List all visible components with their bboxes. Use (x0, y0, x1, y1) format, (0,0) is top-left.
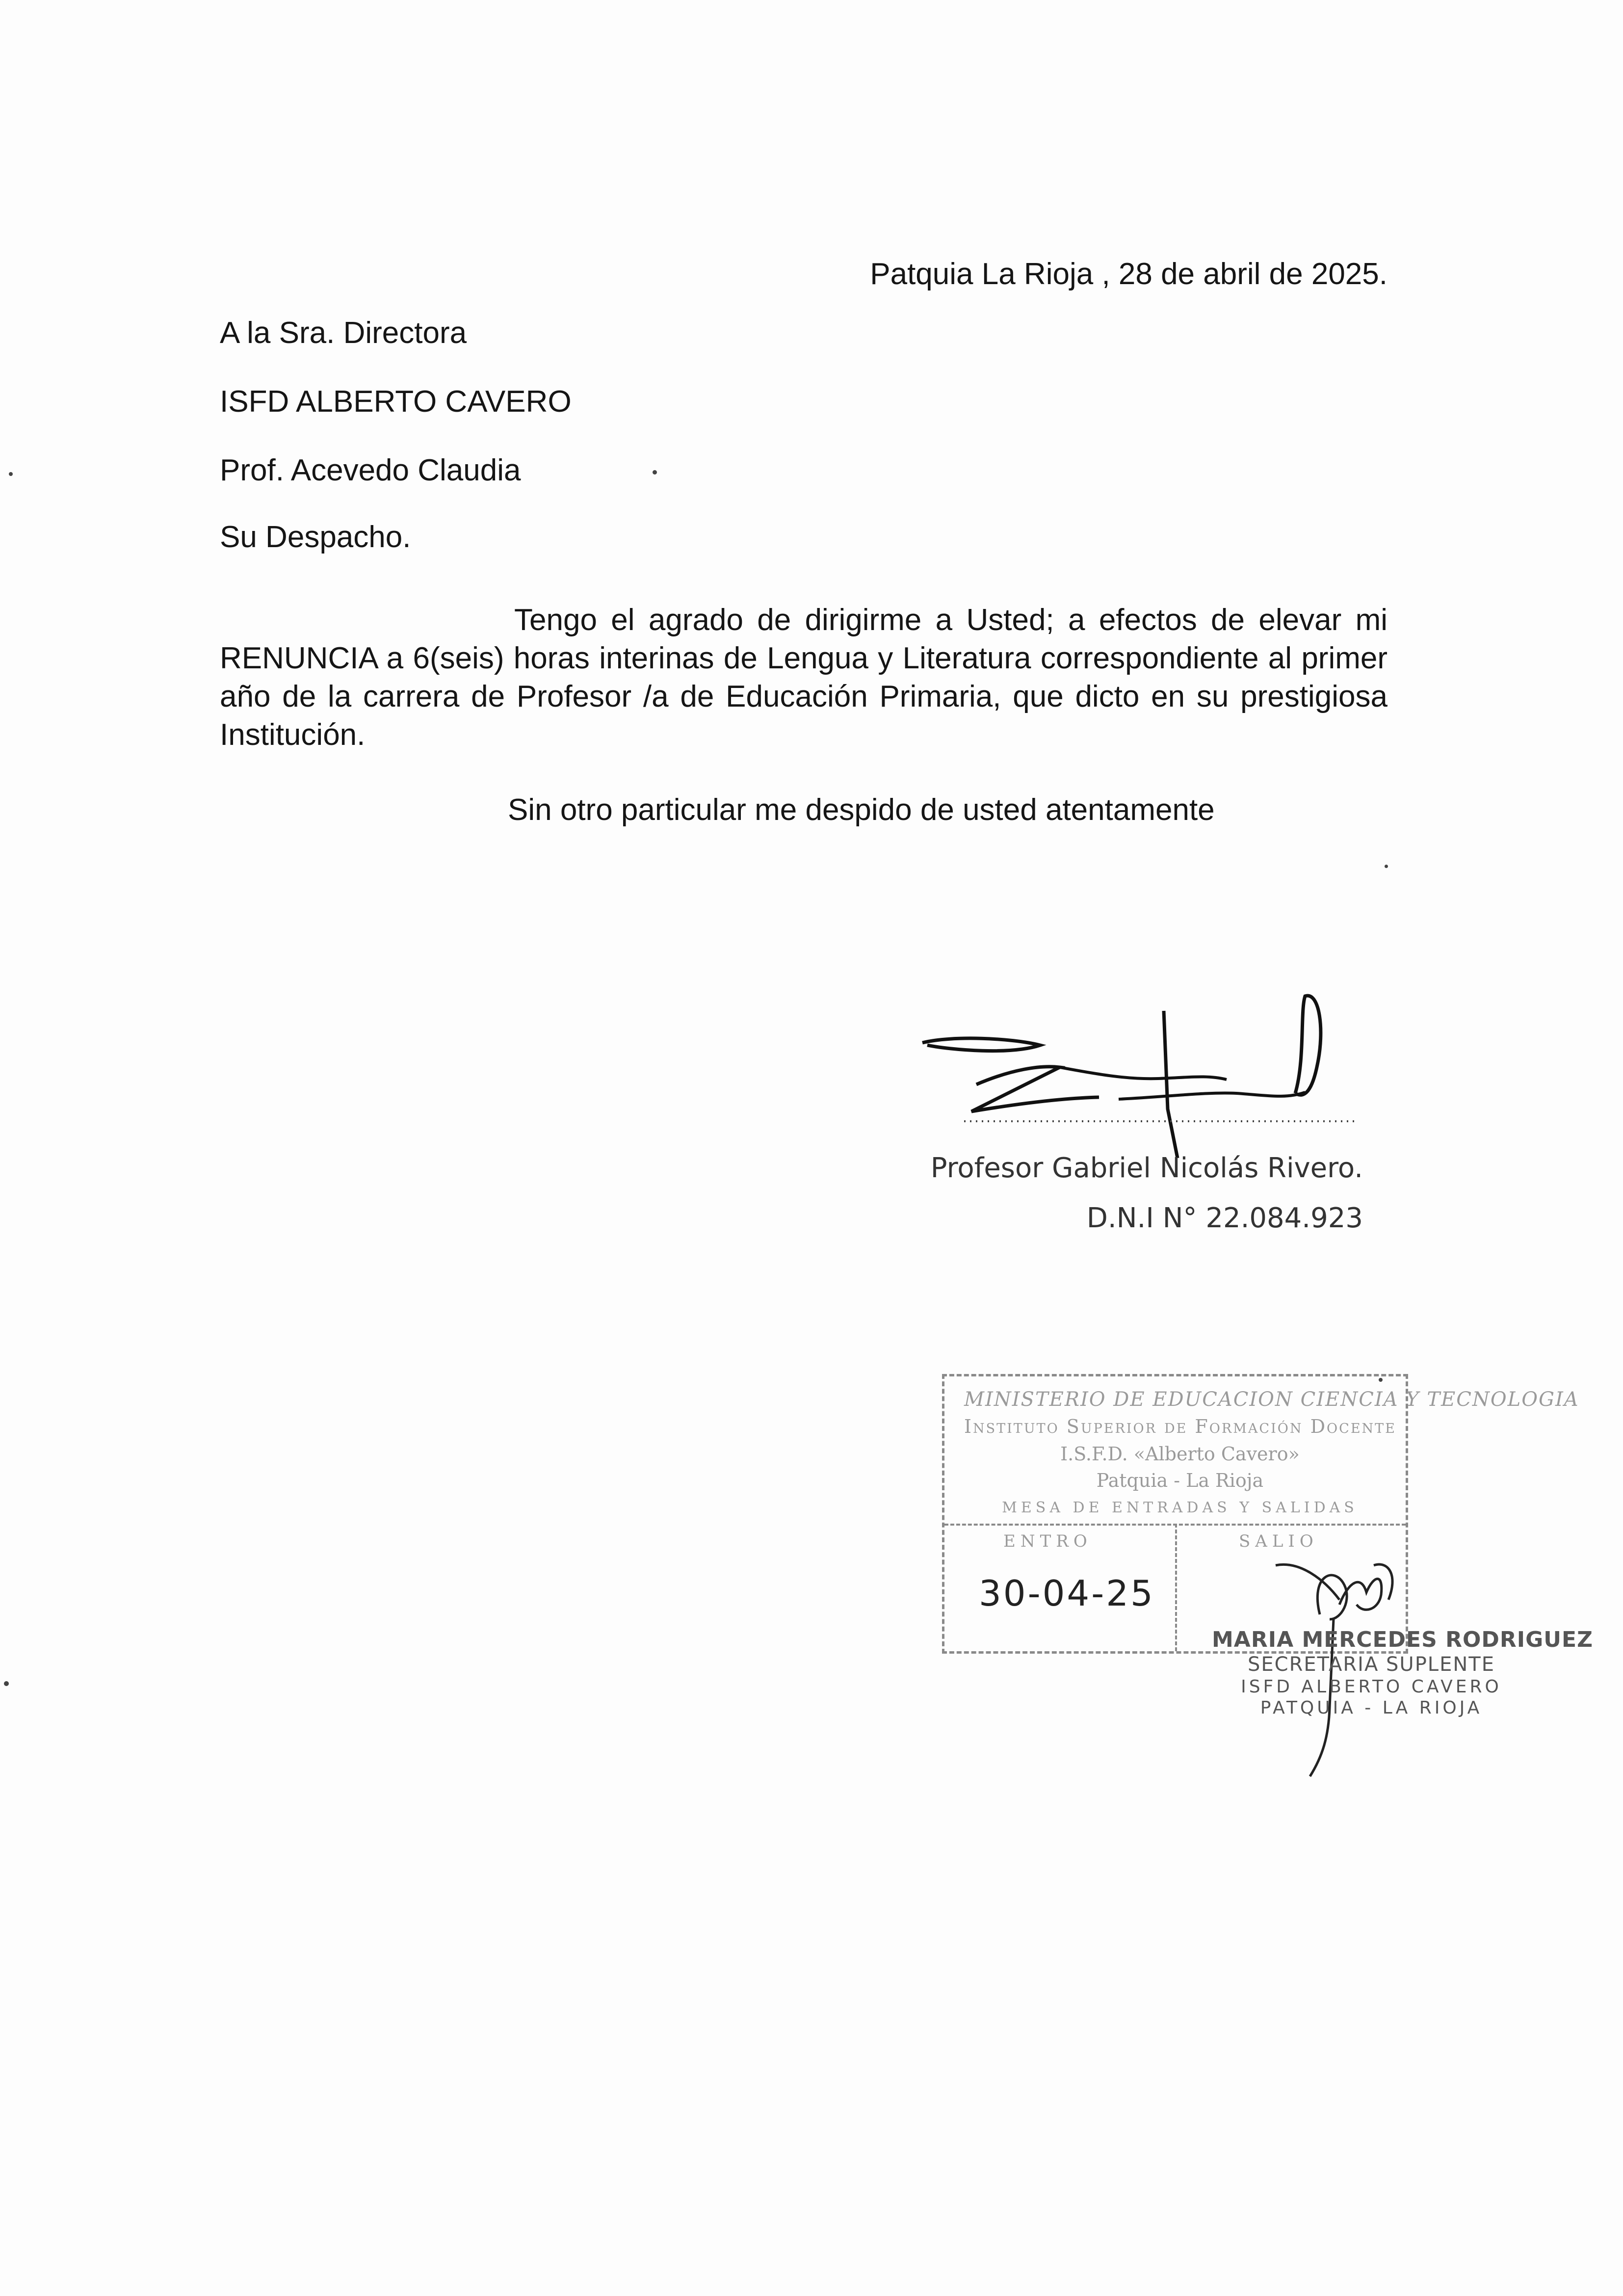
recipient-institution: ISFD ALBERTO CAVERO (220, 385, 572, 419)
secretary-stamp (1212, 1627, 1593, 1718)
signer-dni: D.N.I N° 22.084.923 (1086, 1202, 1363, 1234)
stamp-location: Patquia - La Rioja (1096, 1470, 1264, 1491)
place-date: Patquia La Rioja , 28 de abril de 2025. (870, 257, 1387, 291)
scan-speck (653, 470, 657, 475)
scan-speck (1379, 1378, 1383, 1382)
stamp-desk: MESA DE ENTRADAS Y SALIDAS (1002, 1499, 1358, 1516)
scan-speck (4, 1681, 9, 1686)
scan-speck (1385, 865, 1388, 868)
recipient-title: A la Sra. Directora (220, 316, 467, 350)
stamp-institute: Instituto Superior de Formación Docente (964, 1416, 1396, 1437)
stamp-entro-label: ENTRO (1003, 1531, 1092, 1551)
stamp-salio-label: SALIO (1239, 1531, 1318, 1551)
signer-name: Profesor Gabriel Nicolás Rivero. (930, 1152, 1363, 1184)
stamp-received-date: 30-04-25 (979, 1573, 1155, 1614)
letter-body: Tengo el agrado de dirigirme a Usted; a efectos de elevar mi RENUNCIA a 6(seis) horas interinas de Lengua y Literatura correspondiente al primer año de la carrera de Profesor /a de Educación Primaria, que dicto en su prestigiosa Institución. (220, 603, 1387, 752)
recipient-name: Prof. Acevedo Claudia (220, 453, 521, 487)
scan-speck (9, 472, 13, 476)
secretary-place: PATQUIA - LA RIOJA (1260, 1698, 1483, 1718)
secretary-role: SECRETARIA SUPLENTE (1248, 1653, 1495, 1676)
recipient-office: Su Despacho. (220, 520, 411, 554)
stamp-ministry: MINISTERIO DE EDUCACION CIENCIA Y TECNOLOGIA (964, 1388, 1579, 1411)
letter-closing: Sin otro particular me despido de usted atentamente (508, 793, 1215, 827)
stamp-isfd: I.S.F.D. «Alberto Cavero» (1060, 1443, 1300, 1465)
secretary-institution: ISFD ALBERTO CAVERO (1241, 1677, 1502, 1697)
secretary-name: MARIA MERCEDES RODRIGUEZ (1212, 1627, 1593, 1652)
stamp-divider-vertical (1175, 1524, 1177, 1651)
